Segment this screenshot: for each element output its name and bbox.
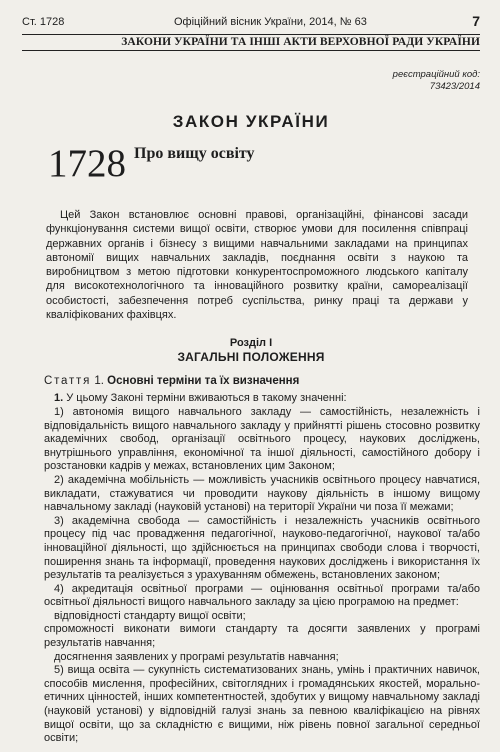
- law-number: 1728: [48, 142, 126, 185]
- section-name: ЗАГАЛЬНІ ПОЛОЖЕННЯ: [177, 350, 325, 365]
- paragraph: досягнення заявлених у програмі результатів навчання;: [54, 650, 339, 663]
- article-word: Стаття: [44, 375, 92, 388]
- article-title: Основні терміни та їх визначення: [107, 375, 300, 388]
- preamble: Цей Закон встановлює основні правові, організаційні, фінансові засади функціонування системи вищої освіти, створює умови для посилення співпраці державних органів і бізнесу з вищими навчальними закладами на принципах автономії вищих навчальних закладів, поєднання освіти з наукою та виробництвом з метою підготовки конкурентоспроможного людського капіталу для високотехнологічного та інноваційного розвитку країни, самореалізації особистості, забезпечення потреб суспільства, ринку праці та держави у кваліфікованих фахівцях.: [46, 209, 468, 322]
- paragraph-number: 1.: [54, 392, 64, 405]
- paragraph: 5) вища освіта — сукупність систематизованих знань, умінь і практичних навичок, способів мислення, професійних, світоглядних і громадянських якостей, морально-етичних цінностей, інших компетентностей, здобутих у вищому навчальному закладі (науковій установі) у відповідній галузі знань за певною кваліфікацією на рівнях вищої освіти, що за складністю є вищими, ніж рівень повної загальної середньої освіти;: [44, 664, 480, 745]
- article-body: [44, 392, 480, 745]
- article-heading: [44, 374, 480, 389]
- section-label: Розділ І: [229, 337, 273, 350]
- page-number: 7: [472, 13, 480, 29]
- paragraph: 1. У цьому Законі терміни вживаються в такому значенні:: [54, 392, 347, 405]
- paragraph: відповідності стандарту вищої освіти;: [54, 609, 246, 622]
- page-header: [22, 14, 480, 30]
- paragraph: 2) академічна мобільність — можливість учасників освітнього процесу навчатися, викладати, стажуватися чи проводити наукову діяльність в іншому вищому навчальному закладі (науковій установі) на території України чи поза її межами;: [44, 473, 480, 514]
- journal-title: Офіційний вісник України, 2014, № 63: [174, 16, 367, 28]
- section-banner: [22, 34, 480, 51]
- law-title: ЗАКОН УКРАЇНИ: [172, 112, 330, 131]
- paragraph: 3) академічна свобода — самостійність і незалежність учасників освітнього процесу під час провадження педагогічної, науково-педагогічної, наукової та/або інноваційної діяльності, що здійснюється на принципах свободи слова і творчості, поширення знань та інформації, проведення наукових досліджень і використання їх результатів та реалізується з урахуванням обмежень, встановлених законом;: [44, 514, 480, 582]
- paragraph: спроможності виконати вимоги стандарту та досягти заявлених у програмі результатів навчання;: [44, 623, 480, 650]
- registration-code: [22, 69, 480, 92]
- article-number: 1.: [94, 375, 104, 388]
- banner-text: ЗАКОНИ УКРАЇНИ ТА ІНШІ АКТИ ВЕРХОВНОЇ РАДИ УКРАЇНИ: [121, 36, 480, 48]
- section-heading: [22, 336, 480, 364]
- law-name: Про вищу освіту: [134, 145, 255, 162]
- law-heading: [22, 142, 480, 186]
- registration-label: реєстраційний код:: [392, 69, 480, 80]
- registration-value: 73423/2014: [429, 80, 480, 92]
- page-reference: Ст. 1728: [22, 16, 65, 28]
- paragraph: 4) акредитація освітньої програми — оцінювання освітньої програми та/або освітньої діяльності вищого навчального закладу за цією програмою на предмет:: [44, 582, 480, 609]
- paragraph: 1) автономія вищого навчального закладу — самостійність, незалежність і відповідальність вищого навчального закладу у прийнятті рішень стосовно розвитку академічних свобод, організації освітнього процесу, наукових досліджень, внутрішнього управління, економічної та іншої діяльності, самостійного добору і розстановки кадрів у межах, встановлених цим Законом;: [44, 405, 480, 473]
